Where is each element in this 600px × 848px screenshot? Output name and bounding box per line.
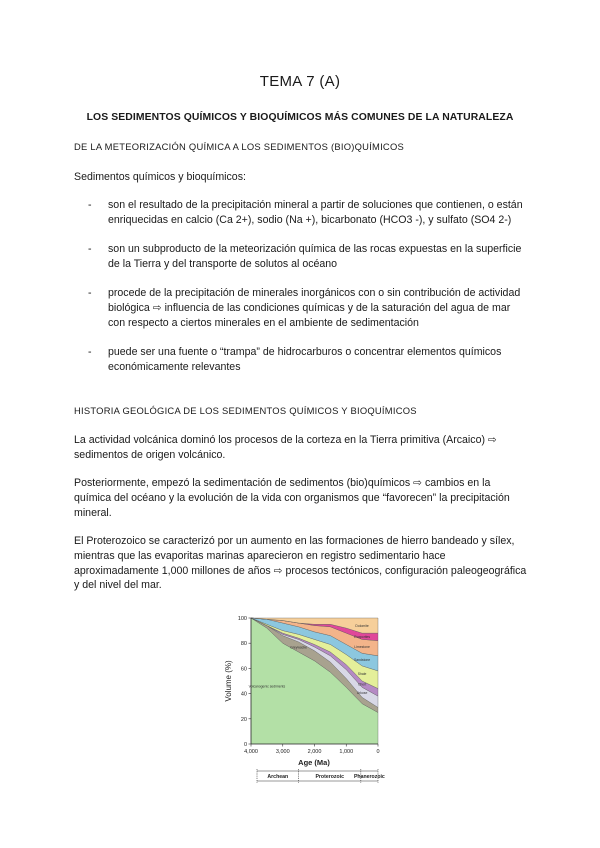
list-item-text: son un subproducto de la meteorización química de las rocas expuestas en la superficie de la Tierra y del transporte de solutos al océano [108, 243, 522, 270]
section-heading-history: HISTORIA GEOLÓGICA DE LOS SEDIMENTOS QUÍMICOS Y BIOQUÍMICOS [74, 405, 417, 416]
bullet-dash: - [88, 287, 92, 300]
series-label: Chert [357, 682, 367, 687]
document-title: TEMA 7 (A) [259, 73, 341, 90]
y-tick-label: 60 [240, 666, 247, 673]
eon-label: Archean [267, 774, 289, 780]
y-axis-label: Volume (%) [224, 660, 233, 702]
list-item-text: son el resultado de la precipitación mineral a partir de soluciones que contienen, o están enriquecidas en calcio (Ca 2+), sodio (Na +), bicarbonato (HCO3 -), y sulfato (SO4 2-) [108, 199, 523, 226]
y-tick-label: 40 [240, 691, 247, 698]
x-tick-label: 1,000 [339, 749, 354, 755]
bullet-dash: - [88, 199, 92, 211]
series-label: Limestone [354, 644, 370, 649]
x-axis-label: Age (Ma) [298, 758, 330, 767]
sediment-volume-chart [222, 608, 400, 792]
series-label: Volcanogenic sediments [248, 684, 286, 689]
list-item [74, 345, 530, 375]
y-tick-label: 100 [237, 616, 247, 622]
bullet-dash: - [88, 243, 92, 256]
series-label: Arkose [356, 690, 368, 695]
x-tick-label: 0 [376, 749, 380, 755]
y-tick-label: 20 [240, 716, 247, 723]
y-tick-labels [238, 616, 251, 748]
series-label: Sandstone [353, 658, 371, 663]
x-tick-label: 2,000 [307, 749, 322, 755]
eon-label: Phanerozoic [353, 774, 385, 780]
history-paragraph: La actividad volcánica dominó los procesos de la corteza en la Tierra primitiva (Arcaico) ⇨ sedimentos de origen volcánico. [74, 434, 497, 461]
y-tick-label: 80 [240, 641, 247, 648]
properties-list [74, 198, 530, 375]
series-label: Greywacke [290, 645, 308, 650]
list-item-text: puede ser una fuente o “trampa” de hidrocarburos o concentrar elementos químicos económicamente relevantes [108, 346, 502, 374]
list-item [74, 198, 530, 228]
list-item-text: procede de la precipitación de minerales inorgánicos con o sin contribución de actividad biológica ⇨ influencia de las condiciones químicas y de la saturación del agua de mar con respecto a ciertos minerales en el ambiente de sedimentación [108, 287, 521, 329]
series-label: Evaporites [354, 634, 371, 639]
y-tick-label: 0 [243, 742, 247, 748]
list-item [74, 242, 530, 272]
list-item [74, 286, 530, 330]
history-paragraph: El Proterozoico se caracterizó por un aumento en las formaciones de hierro bandeado y sílex, mientras que las evaporitas marinas aparecieron en registro sedimentario hace aproximadamente 1,000 millones de años ⇨ procesos tectónicos, configuración paleogeográfica y del nivel del mar. [74, 535, 527, 592]
series-label: Dolomite [355, 624, 369, 629]
series-label: Shale [357, 671, 367, 676]
x-tick-label: 4,000 [244, 749, 258, 755]
x-tick-label: 3,000 [275, 749, 290, 755]
eon-bar [257, 769, 385, 783]
main-heading: LOS SEDIMENTOS QUÍMICOS Y BIOQUÍMICOS MÁS COMUNES DE LA NATURALEZA [86, 112, 514, 123]
eon-label: Proterozoic [315, 774, 344, 780]
history-paragraph: Posteriormente, empezó la sedimentación de sedimentos (bio)químicos ⇨ cambios en la química del océano y la evolución de la vida con organismos que “favorecen” la precipitación mineral. [74, 477, 510, 519]
bullet-dash: - [88, 346, 92, 359]
section-heading-meteorization: DE LA METEORIZACIÓN QUÍMICA A LOS SEDIMENTOS (BIO)QUÍMICOS [74, 141, 405, 152]
x-tick-labels [244, 744, 379, 755]
bullets-intro: Sedimentos químicos y bioquímicos: [74, 171, 246, 183]
